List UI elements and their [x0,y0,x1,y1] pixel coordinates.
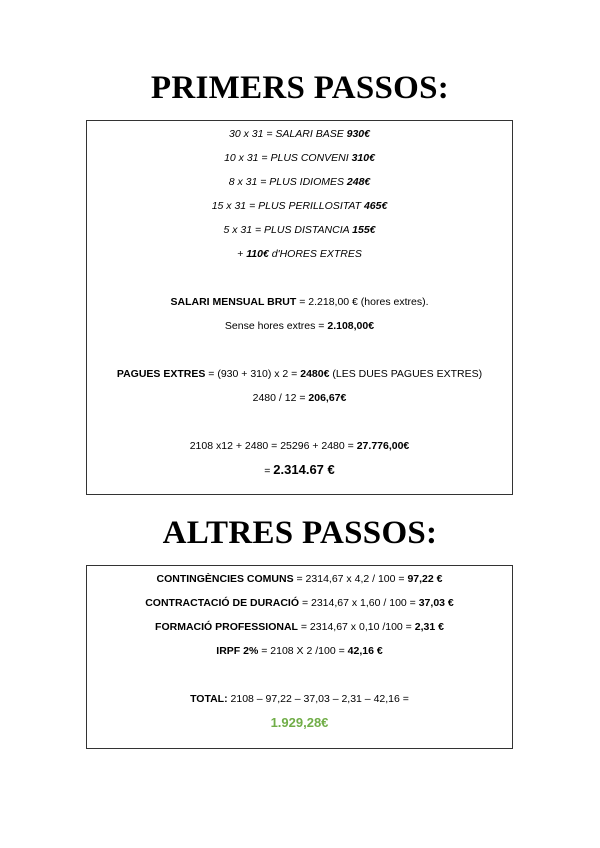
hores-extres-line: + 110€ d'HORES EXTRES [237,248,362,260]
salari-brut-line: SALARI MENSUAL BRUT = 2.218,00 € (hores extres). [170,296,429,308]
result-line [87,715,512,730]
irpf-line: IRPF 2% = 2108 X 2 /100 = 42,16 € [216,645,383,657]
section-title-primers: PRIMERS PASSOS: [150,70,450,106]
pagues-div-line: 2480 / 12 = 206,67€ [252,392,347,404]
plus-distancia-line: 5 x 31 = PLUS DISTANCIA 155€ [223,224,376,236]
total-line: TOTAL: 2108 – 97,22 – 37,03 – 2,31 – 42,16 = [190,693,409,705]
anual-line: 2108 x12 + 2480 = 25296 + 2480 = 27.776,00€ [189,440,410,452]
sense-hores-line: Sense hores extres = 2.108,00€ [224,320,375,332]
plus-idiomes-line: 8 x 31 = PLUS IDIOMES 248€ [228,176,371,188]
final-line: = 2.314.67 € [264,462,335,477]
contingencies-line: CONTINGÈNCIES COMUNS = 2314,67 x 4,2 / 100 = 97,22 € [156,573,443,585]
plus-conveni-line: 10 x 31 = PLUS CONVENI 310€ [224,152,375,164]
salari-base-line: 30 x 31 = SALARI BASE 930€ [229,128,370,140]
pagues-extres-line: PAGUES EXTRES = (930 + 310) x 2 = 2480€ (LES DUES PAGUES EXTRES) [116,368,483,380]
primers-passos-box [86,120,513,495]
result-value: 1.929,28€ [270,715,329,730]
contractacio-line: CONTRACTACIÓ DE DURACIÓ = 2314,67 x 1,60 / 100 = 37,03 € [145,597,454,609]
altres-passos-box [86,565,513,749]
section-title-altres: ALTRES PASSOS: [162,515,438,551]
plus-perillositat-line: 15 x 31 = PLUS PERILLOSITAT 465€ [211,200,388,212]
formacio-line: FORMACIÓ PROFESSIONAL = 2314,67 x 0,10 /100 = 2,31 € [155,621,444,633]
